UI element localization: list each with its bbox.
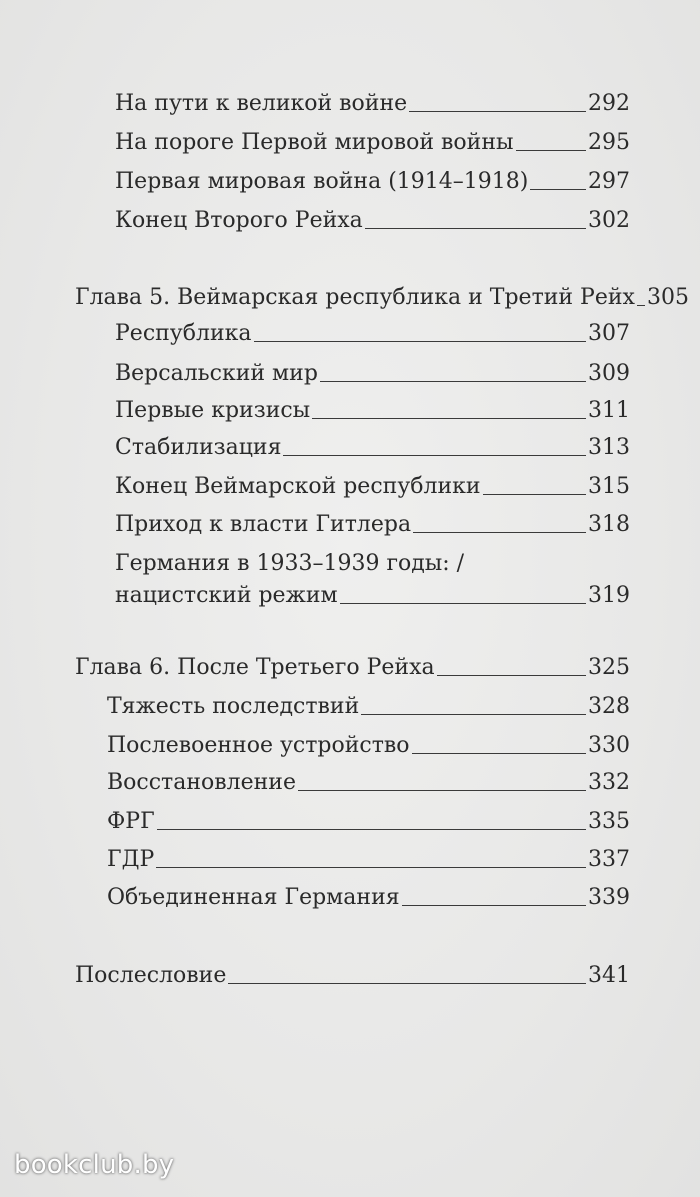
toc-entry <box>107 884 630 912</box>
leader-line <box>283 455 586 456</box>
toc-entry <box>107 846 630 874</box>
afterword-page: 341 <box>588 963 630 988</box>
toc-entry-page: 297 <box>588 169 630 194</box>
toc-entry <box>107 769 630 797</box>
toc-entry-title: На пороге Первой мировой войны <box>115 130 514 155</box>
toc-entry-page: 330 <box>588 733 630 758</box>
toc-entry-title: Первая мировая война (1914–1918) <box>115 169 529 194</box>
watermark-text: bookclub.by <box>14 1150 175 1180</box>
leader-line <box>483 494 586 495</box>
leader-line <box>516 150 586 151</box>
leader-line <box>156 867 586 868</box>
toc-entry <box>115 360 630 388</box>
chapter-page: 305 <box>646 285 689 310</box>
toc-entry-title: Объединенная Германия <box>107 885 400 910</box>
toc-entry-page: 302 <box>588 208 630 233</box>
toc-entry-multiline <box>115 548 630 612</box>
leader-line <box>340 603 586 604</box>
toc-entry-page: 318 <box>588 512 630 537</box>
toc-entry-page: 337 <box>588 847 630 872</box>
leader-line <box>157 829 586 830</box>
toc-entry <box>107 693 630 721</box>
toc-entry-title: Первые кризисы <box>115 398 311 423</box>
toc-entry-page: 315 <box>588 474 630 499</box>
leader-line <box>637 305 645 306</box>
leader-line <box>361 714 586 715</box>
toc-entry-page: 332 <box>588 770 630 795</box>
toc-entry <box>115 320 630 348</box>
toc-entry-title: На пути к великой войне <box>115 91 408 116</box>
toc-entry <box>115 207 630 235</box>
toc-entry-title: Версальский мир <box>115 361 318 386</box>
leader-line <box>298 790 586 791</box>
toc-entry-title-line1: Германия в 1933–1939 годы: / <box>115 551 465 576</box>
toc-entry-title: Стабилизация <box>115 435 282 460</box>
toc-entry <box>115 397 630 425</box>
chapter-title: Глава 6. После Третьего Рейха <box>75 655 435 680</box>
toc-chapter <box>75 962 630 990</box>
toc-entry-title: ФРГ <box>107 809 155 834</box>
leader-line <box>312 418 586 419</box>
leader-line <box>530 189 586 190</box>
leader-line <box>254 341 586 342</box>
toc-entry-page: 309 <box>588 361 630 386</box>
toc-entry <box>107 732 630 760</box>
toc-entry-title: Приход к власти Гитлера <box>115 512 412 537</box>
toc-entry-title: Конец Второго Рейха <box>115 208 363 233</box>
toc-entry-title: ГДР <box>107 847 155 872</box>
toc-entry-title: Восстановление <box>107 770 296 795</box>
toc-entry-title: Конец Веймарской республики <box>115 474 481 499</box>
toc-entry-page: 335 <box>588 809 630 834</box>
toc-entry-page: 311 <box>588 398 630 423</box>
toc-entry-page: 307 <box>588 321 630 346</box>
chapter-title: Глава 5. Веймарская республика и Третий Рейх <box>75 285 635 310</box>
toc-entry <box>115 168 630 196</box>
toc-entry <box>107 808 630 836</box>
toc-entry-title: Послевоенное устройство <box>107 733 410 758</box>
toc-entry <box>115 434 630 462</box>
leader-line <box>409 111 586 112</box>
toc-entry-page: 339 <box>588 885 630 910</box>
toc-entry-page: 319 <box>588 583 630 608</box>
leader-line <box>413 532 586 533</box>
toc-entry-title: Тяжесть последствий <box>107 694 360 719</box>
toc-entry <box>115 511 630 539</box>
leader-line <box>412 753 586 754</box>
leader-line <box>402 905 586 906</box>
leader-line <box>228 983 586 984</box>
toc-entry-page: 292 <box>588 91 630 116</box>
toc-entry-page: 328 <box>588 694 630 719</box>
toc-chapter <box>75 654 630 682</box>
toc-entry <box>115 90 630 118</box>
toc-entry-title-line2: нацистский режим <box>115 583 338 608</box>
toc-entry <box>115 129 630 157</box>
leader-line <box>320 381 586 382</box>
afterword-title: Послесловие <box>75 963 227 988</box>
toc-entry <box>115 473 630 501</box>
leader-line <box>365 228 586 229</box>
toc-entry-title: Республика <box>115 321 252 346</box>
leader-line <box>437 675 586 676</box>
toc-entry-page: 313 <box>588 435 630 460</box>
toc-entry-page: 295 <box>588 130 630 155</box>
toc-chapter <box>75 284 689 312</box>
chapter-page: 325 <box>588 655 630 680</box>
